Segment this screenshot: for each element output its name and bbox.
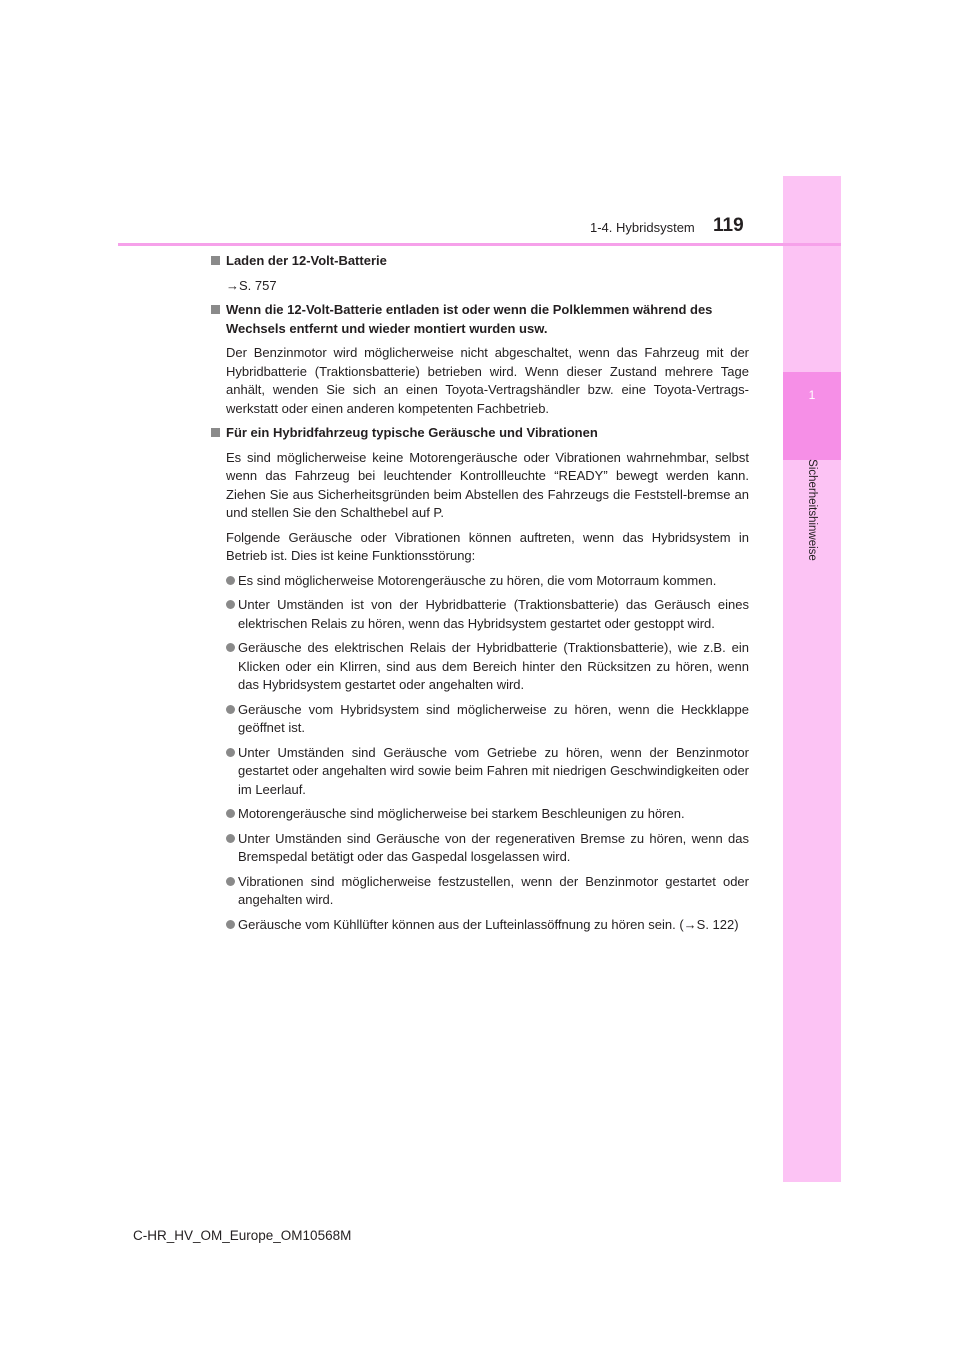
list-item: Geräusche vom Hybridsystem sind möglicherweise zu hören, wenn die Heckklappe geöffnet ist. [211,701,749,738]
list-item: Vibrationen sind möglicherweise festzustellen, wenn der Benzinmotor gestartet oder angehalten wird. [211,873,749,910]
arrow-right-icon: → [226,277,239,293]
list-item: Geräusche des elektrischen Relais der Hybridbatterie (Traktionsbatterie), wie z.B. ein Klicken oder ein Klirren, sind aus dem Bereich hinter den Rücksitzen zu hören, wenn das Hybridsystem gestartet oder angehalten wird. [211,639,749,695]
list-item: Es sind möglicherweise Motorengeräusche zu hören, die vom Motorraum kommen. [211,572,749,591]
cross-reference [211,277,749,296]
list-item: Motorengeräusche sind möglicherweise bei starkem Beschleunigen zu hören. [211,805,749,824]
round-bullet-icon [226,576,235,585]
paragraph-engine-not-stopped: Der Benzinmotor wird möglicherweise nicht abgeschaltet, wenn das Fahrzeug mit der Hybridbatterie (Traktionsbatterie) betrieben wird. Wenn dieser Zustand mehrere Tage anhält, wenden Sie sich an einen Toyota-Vertragshändler bzw. eine Toyota-Vertrags-werkstatt oder einen anderen kompetenten Fachbetrieb. [226,345,749,416]
paragraph-noises-intro: Folgende Geräusche oder Vibrationen können auftreten, wenn das Hybridsystem in Betrieb ist. Dies ist keine Funktionsstörung: [226,529,749,563]
section-title: 1-4. Hybridsystem [590,220,695,235]
round-bullet-icon [226,809,235,818]
square-bullet-icon [211,256,220,265]
chapter-label: Sicherheitshinweise [806,459,818,561]
square-bullet-icon [211,428,220,437]
list-item: Unter Umständen sind Geräusche vom Getriebe zu hören, wenn der Benzinmotor gestartet oder angehalten wird sowie beim Fahren mit niedrigen Geschwindigkeiten oder im Leerlauf. [211,744,749,800]
paragraph-no-engine-noise: Es sind möglicherweise keine Motorengeräusche oder Vibrationen wahrnehmbar, selbst wenn das Fahrzeug bei leuchtender Kontrollleuchte “READY” bewegt werden kann. Ziehen Sie aus Sicherheitsgründen beim Abstellen des Fahrzeugs die Feststell-bremse an und stellen Sie den Schalthebel auf P. [226,449,749,520]
list-item: Unter Umständen sind Geräusche von der regenerativen Bremse zu hören, wenn das Bremspedal betätigt oder das Gaspedal losgelassen wird. [211,830,749,867]
heading-typical-noises: Für ein Hybridfahrzeug typische Geräusche und Vibrationen [211,424,749,443]
page-content [211,252,749,940]
round-bullet-icon [226,600,235,609]
round-bullet-icon [226,920,235,929]
round-bullet-icon [226,877,235,886]
arrow-right-icon: → [683,916,697,932]
chapter-side-tab [783,176,841,1182]
cross-reference-text: S. 122) [696,916,739,932]
round-bullet-icon [226,748,235,757]
round-bullet-icon [226,705,235,714]
header-rule [118,243,841,246]
document-code: C-HR_HV_OM_Europe_OM10568M [133,1228,352,1243]
cross-reference-text: S. 757 [239,277,277,293]
page-number: 119 [713,215,744,236]
square-bullet-icon [211,305,220,314]
heading-charging: Laden der 12-Volt-Batterie [211,252,749,271]
list-item: Geräusche vom Kühllüfter können aus der Lufteinlassöffnung zu hören sein. (→S. 122) [211,916,749,935]
round-bullet-icon [226,834,235,843]
chapter-active-marker [783,372,841,460]
heading-battery-discharged: Wenn die 12-Volt-Batterie entladen ist oder wenn die Polklemmen während des Wechsels entfernt und wieder montiert wurden usw. [211,301,749,338]
list-item: Unter Umständen ist von der Hybridbatterie (Traktionsbatterie) das Geräusch eines elektrischen Relais zu hören, wenn das Hybridsystem gestartet oder gestoppt wird. [211,596,749,633]
round-bullet-icon [226,643,235,652]
chapter-number: 1 [808,388,816,402]
